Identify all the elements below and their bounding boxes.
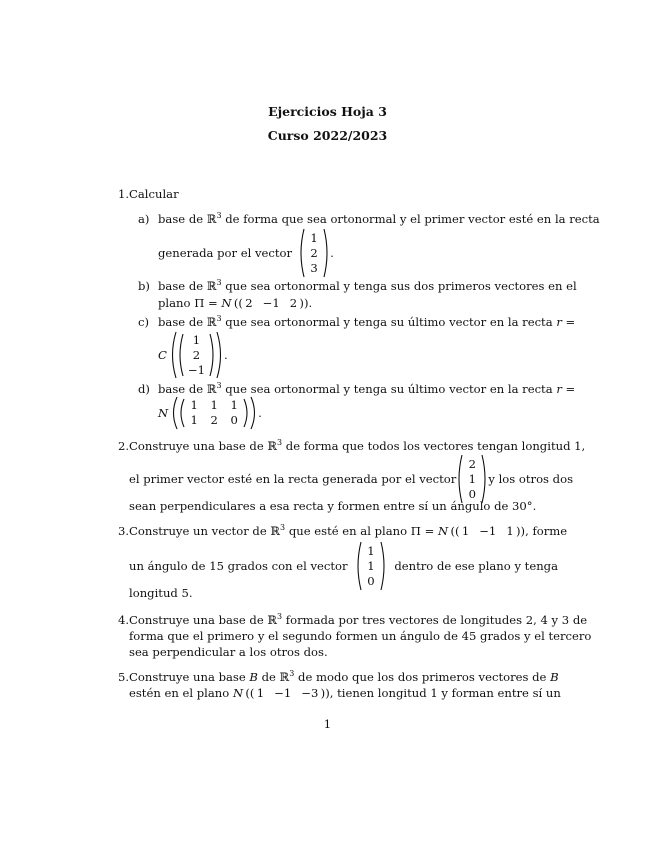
column-vector-2-1-0: 2 1 0	[456, 454, 488, 504]
real-set: ℝ$^3$	[206, 314, 222, 329]
matrix-2x3: 1 1 1 1 2 0	[170, 396, 258, 430]
real-set: ℝ$^3$	[206, 381, 222, 396]
subexercise-a: a) base de ℝ$^3$ de forma que sea ortonormal y el primer vector esté en la recta generada por el vector 1 2 3 .	[138, 211, 558, 273]
real-set: ℝ$^3$	[206, 211, 222, 226]
row-vector-1-m1-1: 1 −1 1	[461, 524, 514, 538]
page-number: 1	[323, 717, 332, 731]
real-set: ℝ$^3$	[267, 612, 283, 627]
real-set: ℝ$^3$	[270, 523, 286, 538]
real-set: ℝ$^3$	[279, 669, 295, 684]
column-vector-1-1-0: 1 1 0	[355, 541, 387, 591]
real-set: ℝ$^3$	[267, 438, 283, 453]
exercise-number: 1.	[117, 187, 129, 201]
column-vector-1-2-m1: 1 2 −1	[169, 331, 224, 379]
exercise-intro: Calcular	[129, 187, 179, 201]
row-vector-1-m1-m3: 1 −1 −3	[256, 686, 319, 700]
document-course: Curso 2022/2023	[267, 128, 388, 143]
real-set: ℝ$^3$	[206, 278, 222, 293]
document-page: Ejercicios Hoja 3 Curso 2022/2023 1. Calcular a) base de ℝ$^3$ de forma que sea ortonormal y el primer vector esté en la recta generada por el vector 1 2 3 . b) base de ℝ$^3$ que sea ortonormal y tenga sus dos primeros vectores en el plano Π = N (( 2 −1 2 )). c) base de ℝ$^3$ que sea ortonormal y tenga su último vector en la recta r = C 1 2 −1 . d) base de ℝ$^3$ que sea ortonormal y tenga su último vector en la recta r = N 1 1 1 1 2 0 . 2. Construye una base de ℝ$^3$ de forma que todos los vectores tengan longitud 1, el primer vector esté en la recta generada por el vector 2 1 0 y los otros dos sean perpendiculares a esa recta y formen entre sí un ángulo de 30°. 3. Construye un vector de ℝ$^3$ que esté en al plano Π = N (( 1 −1 1 )), forme un ángulo de 15 grados con el vector 1 1 0 dentro de ese plano y tenga longitud 5. 4. Construye una base de ℝ$^3$ formada por tres vectores de longitudes 2, 4 y 3 de forma que el primero y el segundo formen un ángulo de 45 grados y el tercero sea perpendicular a los otros dos. 5. Construye una base B de ℝ$^3$ de modo que los dos primeros vectores de B estén en el plano N (( 1 −1 −3 )), tienen longitud 1 y forman entre sí un 1	[0, 0, 655, 848]
sub-label: a)	[138, 212, 150, 226]
document-title: Ejercicios Hoja 3	[268, 104, 387, 119]
row-vector-2-m1-2: 2 −1 2	[245, 296, 298, 310]
column-vector-1-2-3: 1 2 3	[298, 228, 330, 278]
